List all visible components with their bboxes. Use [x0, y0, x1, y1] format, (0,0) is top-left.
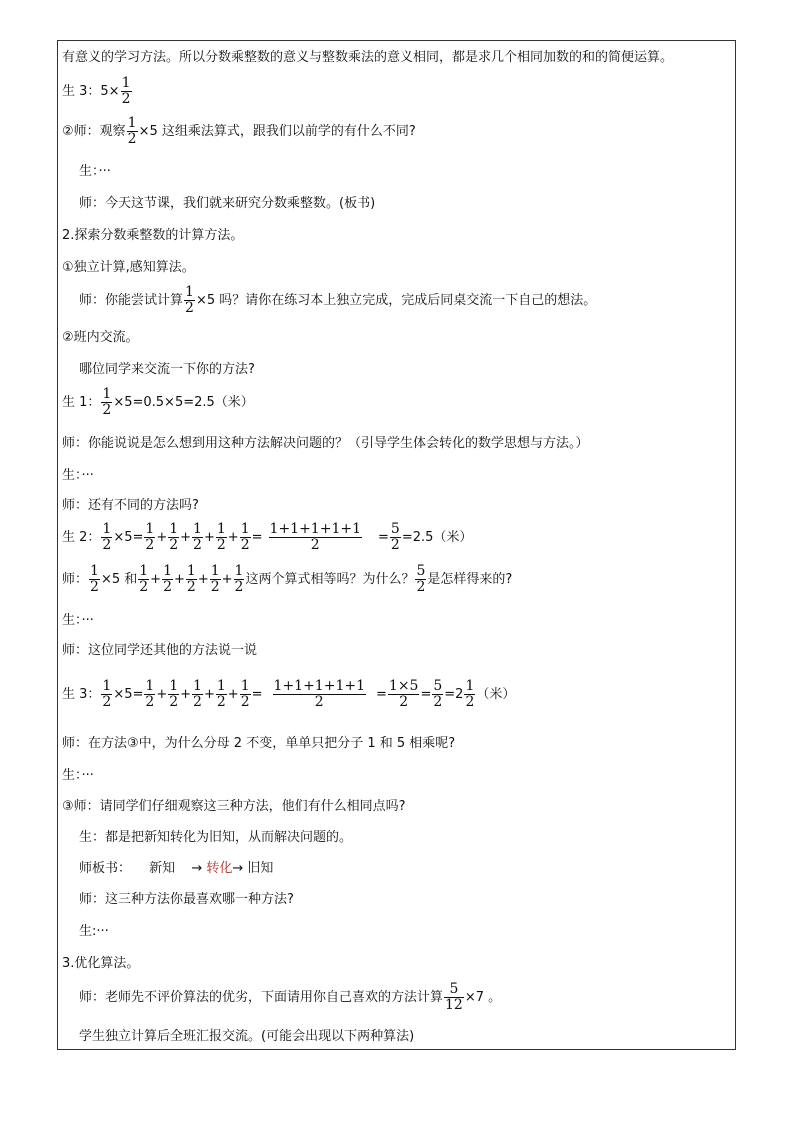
text-line: ③师：请同学们仔细观察这三种方法，他们有什么相同点吗? [62, 799, 406, 814]
text-line: 生：都是把新知转化为旧知，从而解决问题的。 [79, 830, 353, 845]
fraction: $\frac{1}{2}$ [216, 521, 226, 553]
text-line: 生:··· [79, 924, 109, 939]
text-line: 生 3： $\frac{1}{2}$ ×5= $\frac{1}{2}$ + $\frac{1}{2}$ + $\frac{1}{2}$ + $\frac{1}{2}$ + $\frac{1}{2}$ = $\frac{1+1+1+1+1}{2}$ = $\frac{1\times 5}{2}$ = $\frac{5}{2}$ =2 $\frac{1}{2}$ （米） [62, 678, 516, 710]
fraction: $\frac{1}{2}$ [240, 521, 250, 553]
fraction: $\frac{1}{2}$ [216, 678, 226, 710]
fraction: $\frac{1}{2}$ [185, 284, 194, 316]
highlighted-word: 转化 [206, 861, 233, 876]
fraction: $\frac{1}{2}$ [465, 678, 475, 710]
text-line: 生：··· [62, 768, 94, 783]
section-heading: 3.优化算法。 [62, 956, 140, 971]
text-line: 师：还有不同的方法吗? [62, 498, 199, 513]
text-line: ②班内交流。 [62, 330, 139, 345]
fraction: $\frac{5}{2}$ [433, 678, 443, 710]
fraction: $\frac{1}{2}$ [186, 563, 196, 595]
fraction: $\frac{1}{2}$ [102, 678, 112, 710]
text-line: 生：··· [62, 468, 94, 483]
fraction: $\frac{1\times 5}{2}$ [388, 678, 419, 710]
fraction: $\frac{1}{2}$ [193, 678, 202, 710]
text-line: ②师：观察 $\frac{1}{2}$ ×5 这组乘法算式，跟我们以前学的有什么不同? [62, 115, 416, 147]
fraction: $\frac{5}{2}$ [416, 563, 426, 595]
fraction: $\frac{1}{2}$ [145, 678, 155, 710]
fraction: $\frac{1}{2}$ [102, 521, 112, 553]
fraction: $\frac{1}{2}$ [234, 563, 244, 595]
text-line: 学生独立计算后全班汇报交流。(可能会出现以下两种算法) [79, 1029, 415, 1044]
fraction: $\frac{1}{2}$ [169, 678, 179, 710]
fraction: $\frac{1}{2}$ [163, 563, 172, 595]
text-line: ①独立计算,感知算法。 [62, 260, 195, 275]
fraction: $\frac{1}{2}$ [169, 521, 179, 553]
text-line: 师：这三种方法你最喜欢哪一种方法? [79, 892, 294, 907]
text-line: 师：今天这节课，我们就来研究分数乘整数。(板书) [79, 196, 376, 211]
text-line: 师： $\frac{1}{2}$ ×5 和 $\frac{1}{2}$ + $\frac{1}{2}$ + $\frac{1}{2}$ + $\frac{1}{2}$ + $\frac{1}{2}$ 这两个算式相等吗？为什么？ $\frac{5}{2}$ 是怎样得来的? [62, 563, 513, 595]
fraction: $\frac{1+1+1+1+1}{2}$ [269, 521, 361, 553]
fraction: $\frac{1}{2}$ [102, 386, 112, 418]
text-line: 生 1： $\frac{1}{2}$ ×5=0.5×5=2.5（米） [62, 386, 254, 418]
board-writing: 师板书： 新知 → 转化→ 旧知 [79, 861, 274, 876]
text-line: 哪位同学来交流一下你的方法? [79, 362, 255, 377]
text-line: 有意义的学习方法。所以分数乘整数的意义与整数乘法的意义相同，都是求几个相同加数的和的简便运算。 [62, 50, 674, 65]
fraction: $\frac{5}{12}$ [445, 981, 463, 1013]
text-line: 生 3：5× $\frac{1}{2}$ [62, 75, 131, 107]
fraction: $\frac{1}{2}$ [240, 678, 250, 710]
text-line: 生 2： $\frac{1}{2}$ ×5= $\frac{1}{2}$ + $\frac{1}{2}$ + $\frac{1}{2}$ + $\frac{1}{2}$ + $\frac{1}{2}$ = $\frac{1+1+1+1+1}{2}$ = $\frac{5}{2}$ =2.5（米） [62, 521, 473, 553]
fraction: $\frac{5}{2}$ [390, 521, 400, 553]
text-line: 生：··· [62, 613, 94, 628]
fraction: $\frac{1}{2}$ [127, 115, 137, 147]
text-line: 师：老师先不评价算法的优劣，下面请用你自己喜欢的方法计算 $\frac{5}{12}$ ×7 。 [79, 981, 502, 1013]
text-line: 师：你能尝试计算 $\frac{1}{2}$ ×5 吗？请你在练习本上独立完成，完成后同桌交流一下自己的想法。 [79, 284, 597, 316]
text-line: 师：你能说说是怎么想到用这种方法解决问题的？（引导学生体会转化的数学思想与方法。） [62, 436, 589, 451]
section-heading: 2.探索分数乘整数的计算方法。 [62, 228, 244, 243]
text-line: 生：··· [79, 164, 111, 179]
text-line: 师：这位同学还其他的方法说一说 [62, 643, 258, 658]
fraction: $\frac{1}{2}$ [121, 75, 131, 107]
fraction: $\frac{1}{2}$ [193, 521, 202, 553]
fraction: $\frac{1}{2}$ [90, 563, 99, 595]
fraction: $\frac{1}{2}$ [139, 563, 149, 595]
fraction: $\frac{1}{2}$ [210, 563, 220, 595]
text-line: 师：在方法③中，为什么分母 2 不变，单单只把分子 1 和 5 相乘呢? [62, 736, 456, 751]
fraction: $\frac{1+1+1+1+1}{2}$ [273, 678, 365, 710]
fraction: $\frac{1}{2}$ [145, 521, 155, 553]
